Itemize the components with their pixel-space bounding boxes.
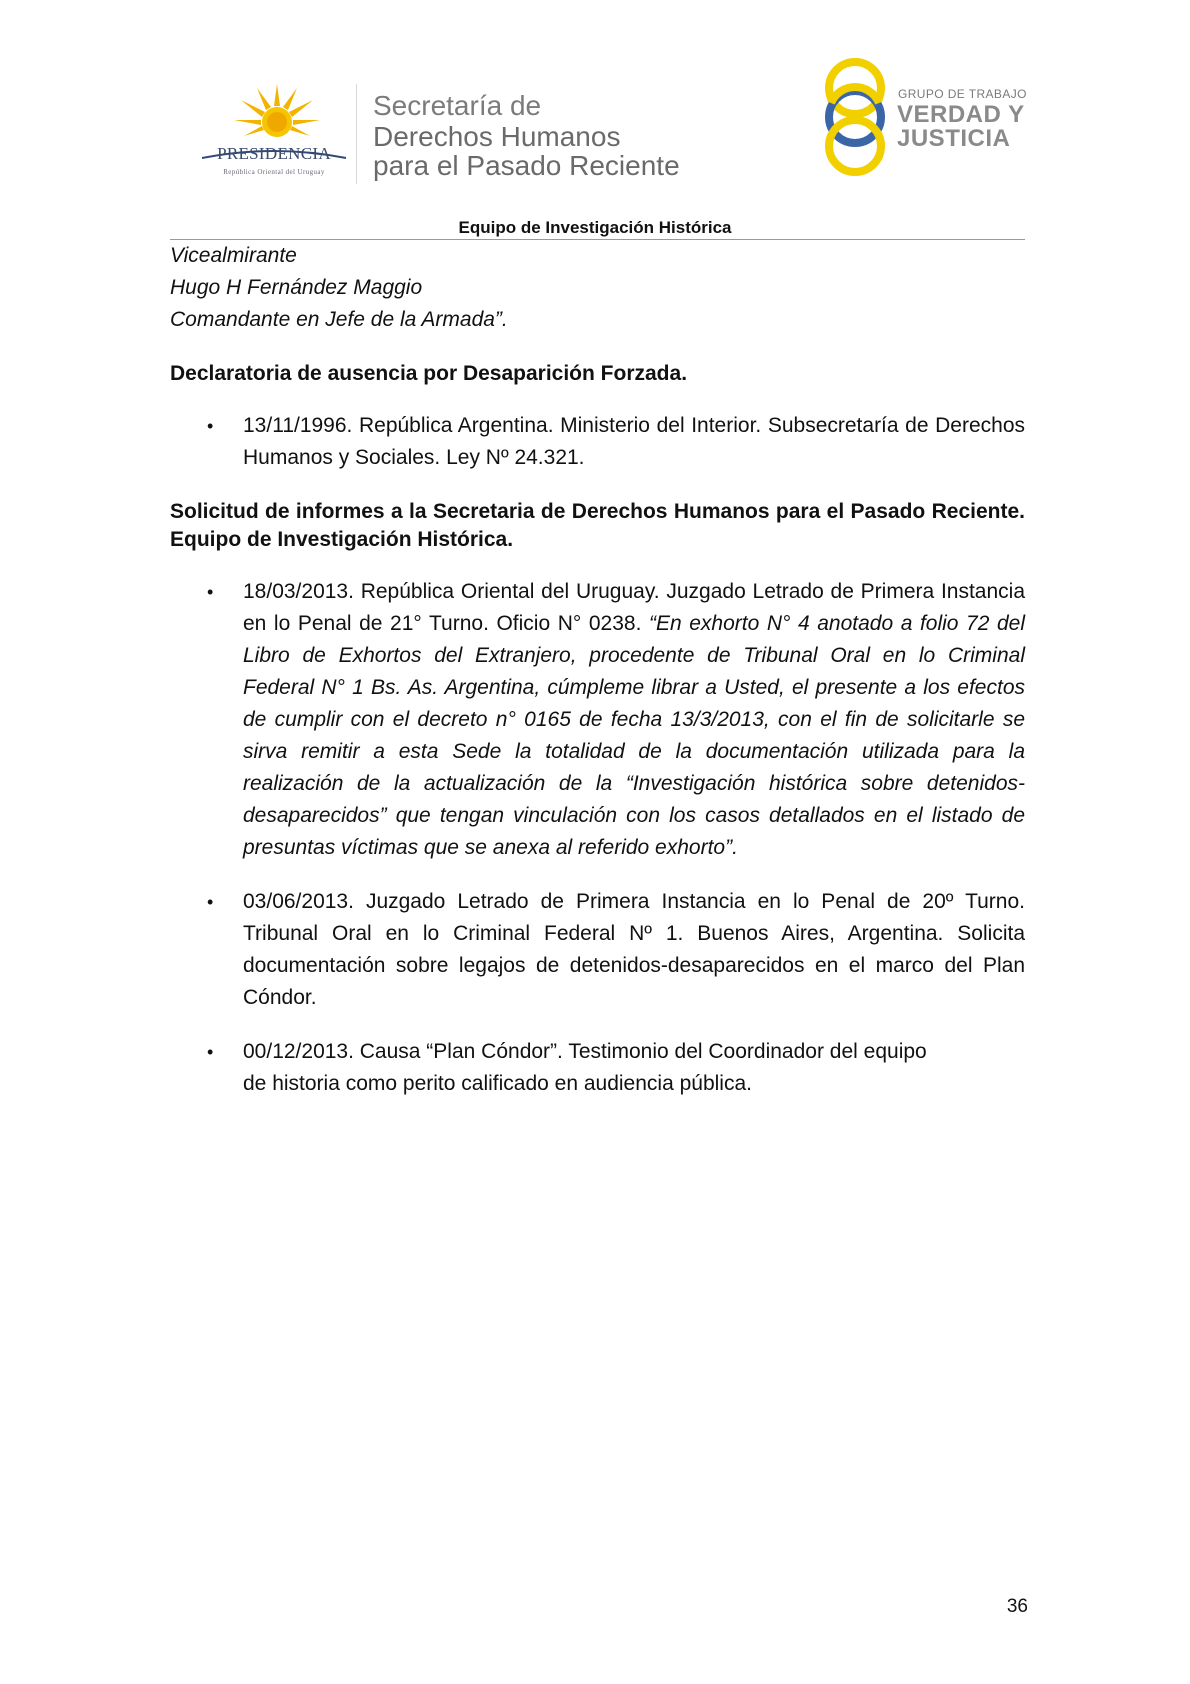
bullet-icon: •	[207, 892, 214, 912]
interlocked-rings-icon	[822, 55, 888, 179]
verdad-label: VERDAD Y	[897, 101, 1025, 128]
page-number: 36	[1006, 1596, 1028, 1617]
section-heading-solicitud: Solicitud de informes a la Secretaria de Derechos Humanos para el Pasado Reciente. Equipo de Investigación Histórica.	[170, 500, 1025, 551]
justicia-label: JUSTICIA	[897, 125, 1011, 152]
signature-block	[170, 240, 1025, 336]
secretaria-line-3: para el Pasado Reciente	[373, 150, 680, 181]
signature-title: Comandante en Jefe de la Armada”.	[170, 308, 508, 331]
item-text: 03/06/2013. Juzgado Letrado de Primera Instancia en lo Penal de 20º Turno. Tribunal Oral en lo Criminal Federal Nº 1. Buenos Aires, Argentina. Solicita documentación sobre legajos de detenidos-desaparecidos en el marco del Plan Cóndor.	[243, 890, 1025, 1009]
presidencia-subtitle: República Oriental del Uruguay	[223, 168, 325, 176]
secretaria-line-2: Derechos Humanos	[373, 121, 621, 152]
presidencia-name: PRESIDENCIA	[217, 144, 331, 163]
bullet-icon: •	[207, 1042, 214, 1062]
list-item	[170, 410, 1025, 474]
header-separator	[356, 84, 357, 184]
item-text: 18/03/2013. República Oriental del Uruguay. Juzgado Letrado de Primera Instancia en lo Penal de 21° Turno. Oficio N° 0238.	[243, 580, 1025, 635]
list-item	[170, 576, 1025, 864]
solicitud-list	[170, 576, 1025, 1100]
item-text: 13/11/1996. República Argentina. Ministerio del Interior. Subsecretaría de Derechos Humanos y Sociales. Ley Nº 24.321.	[243, 414, 1025, 469]
verdad-justicia-logo-block	[822, 55, 1042, 185]
list-item	[170, 1036, 1025, 1100]
team-title: Equipo de Investigación Histórica	[458, 218, 732, 237]
bullet-icon: •	[207, 416, 214, 436]
item-text: 00/12/2013. Causa “Plan Cóndor”. Testimonio del Coordinador del equipo de historia como perito calificado en audiencia pública.	[243, 1040, 927, 1095]
signature-name: Hugo H Fernández Maggio	[170, 276, 423, 299]
secretaria-line-1: Secretaría de	[373, 90, 542, 121]
declaratoria-list	[170, 410, 1025, 474]
sun-emblem-icon	[232, 82, 322, 146]
section-heading-declaratoria: Declaratoria de ausencia por Desaparición Forzada.	[170, 362, 688, 385]
signature-rank: Vicealmirante	[170, 244, 297, 267]
document-body	[170, 240, 1025, 1100]
presidencia-logo-block	[196, 78, 696, 188]
grupo-trabajo-label: GRUPO DE TRABAJO	[898, 87, 1027, 101]
item-quote: “En exhorto N° 4 anotado a folio 72 del Libro de Exhortos del Extranjero, procedente de Tribunal Oral en lo Criminal Federal N° 1 Bs. As. Argentina, cúmpleme librar a Usted, el presente a los efectos de cumplir con el decreto n° 0165 de fecha 13/3/2013, con el fin de solicitarle se sirva remitir a esta Sede la totalidad de la documentación utilizada para la realización de la actualización de la “Investigación histórica sobre detenidos- desaparecidos” que tengan vinculación con los casos detallados en el listado de presuntas víctimas que se anexa al referido exhorto”.	[243, 612, 1025, 859]
bullet-icon: •	[207, 582, 214, 602]
list-item	[170, 886, 1025, 1014]
